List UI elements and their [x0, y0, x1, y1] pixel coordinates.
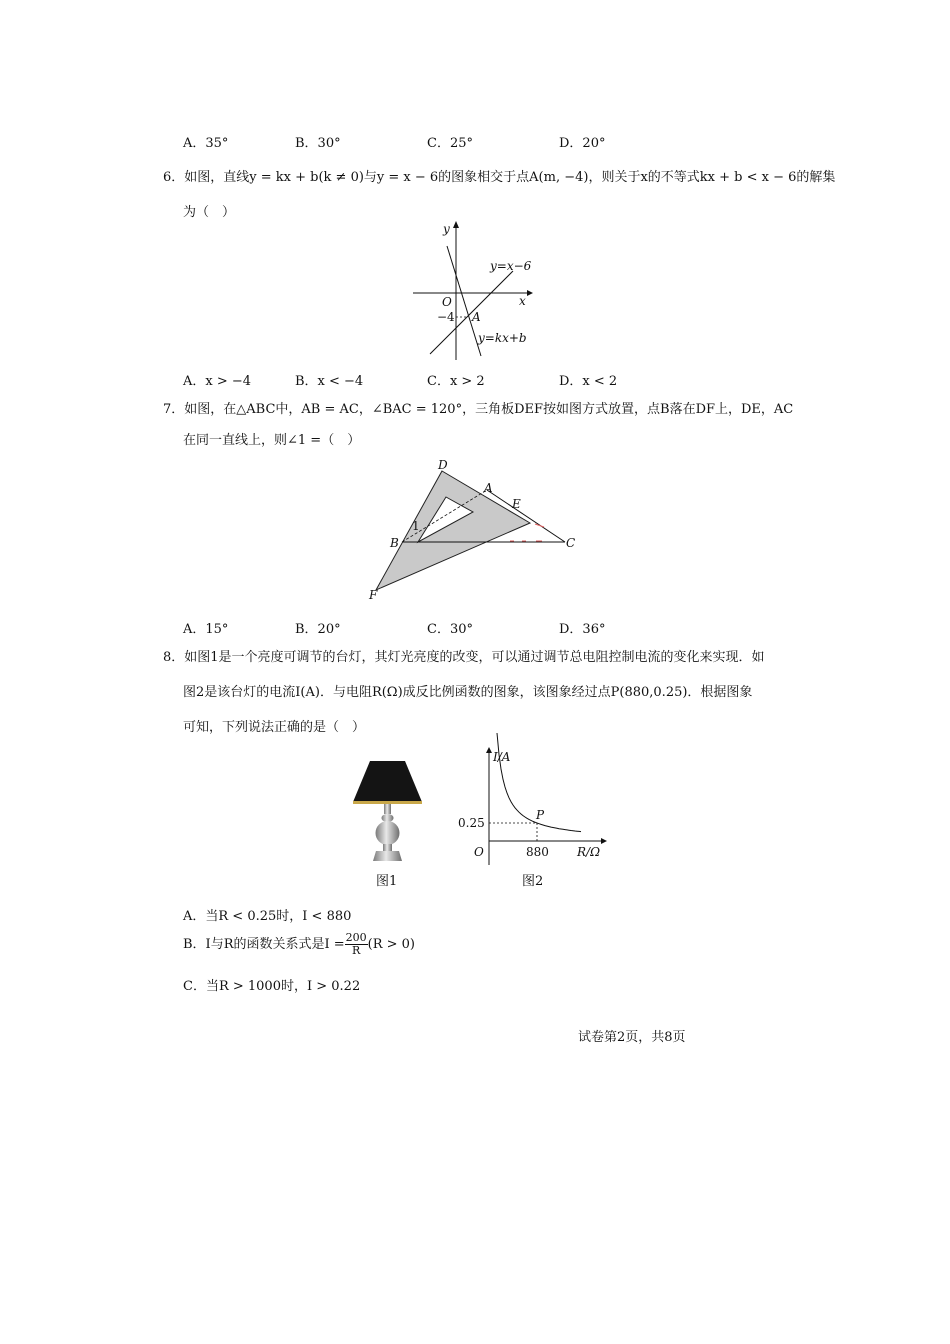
q6-y-axis-label: y: [443, 222, 450, 236]
q8-option-b-fraction: [345, 932, 368, 957]
q8-option-b-numerator: 200: [345, 931, 367, 944]
q7-option-c: C．30°: [427, 622, 473, 637]
q6-option-a: A．x > −4: [183, 374, 252, 389]
q8-figure1-caption: 图1: [376, 874, 398, 889]
q6-option-c: C．x > 2: [427, 374, 485, 389]
q8-option-b-denominator: R: [351, 944, 361, 957]
q7-label-e: E: [512, 497, 521, 511]
q8-stem-line2: 图2是该台灯的电流I(A)．与电阻R(Ω)成反比例函数的图象，该图象经过点P(880,0.25)．根据图象: [183, 685, 753, 700]
q8-graph-point-p: P: [536, 808, 545, 822]
q8-stem-line1: 8．如图1是一个亮度可调节的台灯，其灯光亮度的改变，可以通过调节总电阻控制电流的变化来实现．如: [163, 650, 765, 665]
q6-option-d: D．x < 2: [559, 374, 618, 389]
q7-figure: [360, 455, 590, 605]
q7-stem-line2: 在同一直线上，则∠1 =（ ）: [183, 433, 361, 448]
q8-option-c: C．当R > 1000时，I > 0.22: [183, 979, 361, 994]
q6-stem-line2: 为（ ）: [183, 205, 236, 220]
q6-option-b: B．x < −4: [295, 374, 364, 389]
q8-graph-y-tick: 0.25: [458, 816, 485, 830]
q5-option-c: C．25°: [427, 136, 473, 151]
q6-line2-label: y=kx+b: [478, 331, 527, 345]
page-footer: 试卷第2页，共8页: [578, 1030, 686, 1045]
q7-option-d: D．36°: [559, 622, 606, 637]
q8-graph-x-label: R/Ω: [577, 845, 601, 859]
q7-label-a: A: [484, 481, 493, 495]
q8-stem-line3: 可知，下列说法正确的是（ ）: [183, 720, 366, 735]
q7-stem-line1: 7．如图，在△ABC中，AB = AC，∠BAC = 120°，三角板DEF按如图方式放置，点B落在DF上，DE，AC: [163, 402, 794, 417]
q8-graph-x-tick: 880: [526, 845, 549, 859]
q6-minus4-label: −4: [437, 310, 455, 324]
lamp-icon: [350, 758, 425, 863]
q7-option-b: B．20°: [295, 622, 341, 637]
q5-option-b: B．30°: [295, 136, 341, 151]
q8-lamp-figure: [350, 758, 425, 863]
q6-line1-label: y=x−6: [490, 259, 532, 273]
q7-label-f: F: [369, 588, 378, 602]
q8-graph-origin: O: [474, 845, 484, 859]
q6-origin-label: O: [442, 295, 452, 309]
q8-graph-y-label: I/A: [493, 750, 511, 764]
q7-label-b: B: [390, 536, 399, 550]
q8-option-b-prefix: B．I与R的函数关系式是I =: [183, 937, 345, 952]
q8-option-b: [183, 932, 415, 957]
q7-label-c: C: [566, 536, 576, 550]
q7-option-a: A．15°: [183, 622, 229, 637]
q6-figure: [405, 218, 545, 368]
q6-x-axis-label: x: [519, 294, 526, 308]
q7-label-angle1: 1: [412, 519, 420, 533]
q8-figure2-caption: 图2: [522, 874, 544, 889]
q7-label-d: D: [438, 458, 448, 472]
q8-graph-figure: [455, 745, 615, 870]
q6-point-a-label: A: [472, 310, 481, 324]
q5-option-d: D．20°: [559, 136, 606, 151]
q5-option-a: A．35°: [183, 136, 229, 151]
q6-stem-line1: 6．如图，直线y = kx + b(k ≠ 0)与y = x − 6的图象相交于点A(m, −4)，则关于x的不等式kx + b < x − 6的解集: [163, 170, 836, 185]
q8-option-a: A．当R < 0.25时，I < 880: [183, 909, 352, 924]
q8-option-b-suffix: (R > 0): [367, 937, 416, 952]
